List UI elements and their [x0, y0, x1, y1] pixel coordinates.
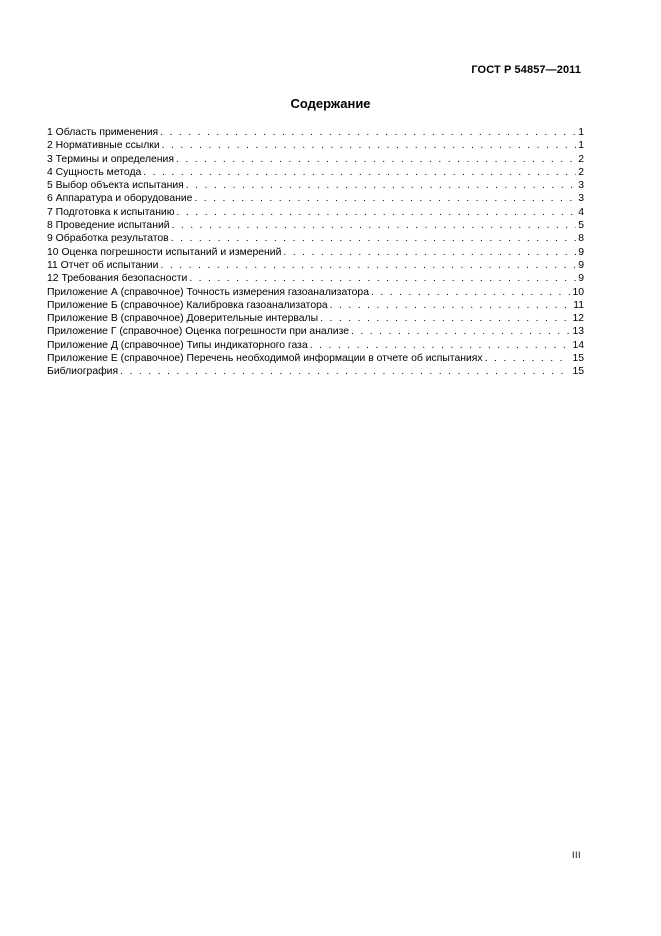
- toc-entry-label: 12 Требования безопасности: [47, 273, 188, 285]
- page-number: III: [571, 850, 581, 860]
- dot-leader: [172, 219, 577, 232]
- toc-entry[interactable]: [47, 352, 584, 365]
- dot-leader: [120, 365, 570, 378]
- toc-entry[interactable]: [47, 365, 584, 378]
- toc-entry-page: 8: [578, 233, 584, 245]
- toc-entry-label: 1 Область применения: [47, 127, 159, 138]
- toc-entry-label: 5 Выбор объекта испытания: [47, 180, 184, 192]
- toc-entry-page: 3: [578, 180, 584, 192]
- toc-entry[interactable]: [47, 153, 584, 166]
- toc-entry-page: 2: [578, 166, 584, 178]
- toc-entry[interactable]: [47, 126, 584, 139]
- toc-entry[interactable]: [47, 312, 584, 325]
- toc-entry[interactable]: [47, 179, 584, 192]
- toc-entry-page: 9: [578, 246, 584, 258]
- toc-entry-page: 4: [578, 206, 584, 218]
- toc-entry-page: 14: [572, 339, 584, 351]
- toc-entry[interactable]: [47, 339, 584, 352]
- dot-leader: [162, 139, 577, 152]
- dot-leader: [189, 272, 576, 285]
- toc-entry-label: Приложение Е (справочное) Перечень необходимой информации в отчете об испытаниях: [47, 353, 483, 365]
- toc-entry-label: 4 Сущность метода: [47, 166, 142, 178]
- toc-entry[interactable]: [47, 259, 584, 272]
- toc-entry-page: 15: [572, 366, 584, 378]
- toc-entry-page: 15: [572, 353, 584, 365]
- dot-leader: [176, 153, 576, 166]
- toc-entry-label: 3 Термины и определения: [47, 153, 174, 165]
- toc-entry-page: 11: [573, 299, 584, 311]
- toc-entry-label: 11 Отчет об испытании: [47, 259, 159, 271]
- toc-entry-label: 8 Проведение испытаний: [47, 220, 170, 232]
- toc-entry[interactable]: [47, 219, 584, 232]
- toc-entry[interactable]: [47, 166, 584, 179]
- dot-leader: [330, 299, 572, 312]
- toc-entry[interactable]: [47, 139, 584, 152]
- dot-leader: [143, 166, 576, 179]
- toc-entry-page: 13: [572, 326, 584, 338]
- toc-entry[interactable]: [47, 325, 584, 338]
- toc-entry-label: Приложение Г (справочное) Оценка погрешности при анализе: [47, 326, 350, 338]
- toc-entry[interactable]: [47, 286, 584, 299]
- toc-entry-page: 1: [578, 127, 584, 138]
- toc-entry-page: 3: [578, 193, 584, 205]
- page-title: Содержание: [290, 96, 371, 111]
- toc-entry-label: Приложение Б (справочное) Калибровка газоанализатора: [47, 299, 328, 311]
- toc-entry-label: 10 Оценка погрешности испытаний и измерений: [47, 246, 282, 258]
- toc-entry-page: 9: [578, 273, 584, 285]
- dot-leader: [177, 206, 577, 219]
- toc-entry-label: 9 Обработка результатов: [47, 233, 169, 245]
- toc-entry-label: 6 Аппаратура и оборудование: [47, 193, 193, 205]
- toc-entry-page: 1: [578, 140, 584, 152]
- dot-leader: [351, 325, 570, 338]
- dot-leader: [194, 192, 576, 205]
- toc-entry-page: 2: [578, 153, 584, 165]
- document-id: ГОСТ Р 54857—2011: [471, 64, 581, 76]
- dot-leader: [283, 246, 576, 259]
- dot-leader: [160, 126, 576, 139]
- dot-leader: [320, 312, 570, 325]
- toc-entry-label: Приложение А (справочное) Точность измерения газоанализатора: [47, 286, 369, 298]
- dot-leader: [161, 259, 577, 272]
- toc-entry-label: 7 Подготовка к испытанию: [47, 206, 175, 218]
- dot-leader: [485, 352, 571, 365]
- toc-entry-label: Приложение Д (справочное) Типы индикаторного газа: [47, 339, 308, 351]
- toc-entry[interactable]: [47, 232, 584, 245]
- toc-entry[interactable]: [47, 192, 584, 205]
- toc-entry[interactable]: [47, 206, 584, 219]
- dot-leader: [171, 232, 577, 245]
- toc-entry-page: 12: [572, 313, 584, 325]
- toc-entry[interactable]: [47, 246, 584, 259]
- toc-entry-label: 2 Нормативные ссылки: [47, 140, 160, 152]
- dot-leader: [371, 286, 570, 299]
- dot-leader: [310, 339, 571, 352]
- table-of-contents: [47, 126, 584, 379]
- dot-leader: [186, 179, 576, 192]
- toc-entry-page: 10: [572, 286, 584, 298]
- toc-entry-page: 9: [578, 259, 584, 271]
- toc-entry[interactable]: [47, 272, 584, 285]
- toc-entry-page: 5: [578, 220, 584, 232]
- toc-entry-label: Приложение В (справочное) Доверительные интервалы: [47, 313, 319, 325]
- toc-entry-label: Библиография: [47, 366, 119, 378]
- toc-entry[interactable]: [47, 299, 584, 312]
